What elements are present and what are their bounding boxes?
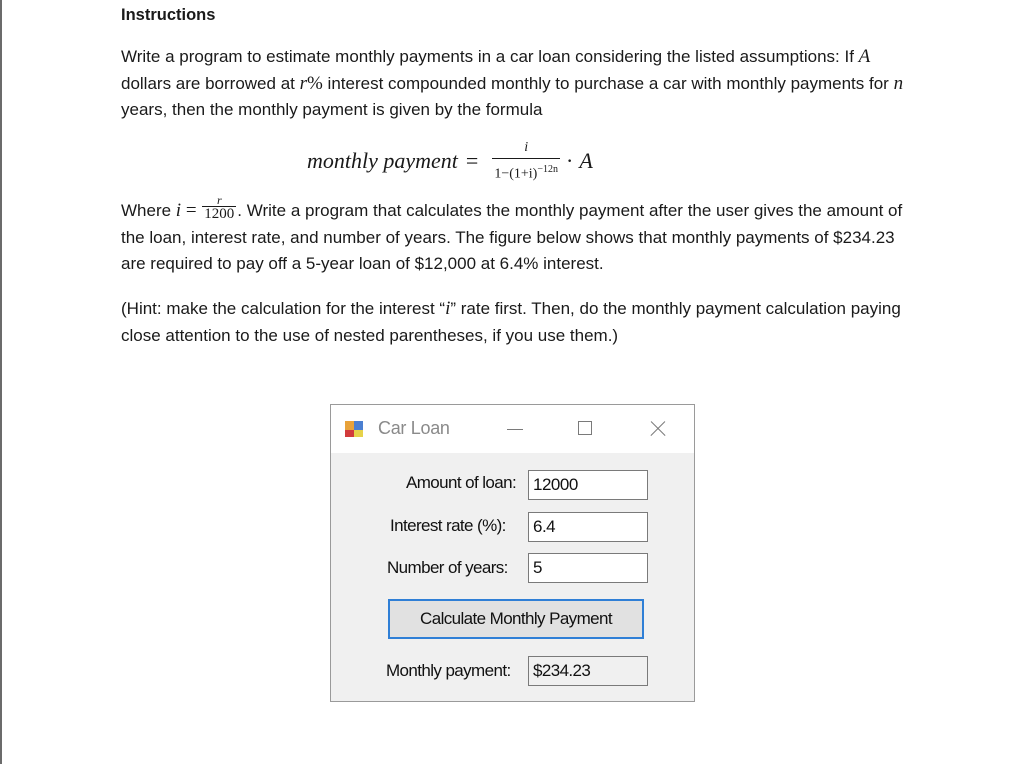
- years-label: Number of years:: [387, 558, 508, 577]
- var-A: A: [858, 46, 871, 67]
- formula-rhs: A: [579, 148, 593, 173]
- amount-label: Amount of loan:: [406, 473, 517, 492]
- var-n: n: [893, 72, 904, 94]
- formula-exponent: −12n: [537, 163, 558, 175]
- amount-input[interactable]: 12000: [528, 470, 648, 500]
- years-input[interactable]: 5: [528, 553, 648, 583]
- rate-input[interactable]: 6.4: [528, 512, 648, 542]
- intro-text-2: dollars are borrowed at: [121, 73, 300, 93]
- maximize-icon[interactable]: [571, 415, 601, 443]
- hint-text-1: (Hint: make the calculation for the interest “: [121, 299, 446, 318]
- page-left-border: [0, 0, 2, 764]
- calculate-button[interactable]: Calculate Monthly Payment: [388, 599, 644, 639]
- where-equals: =: [181, 200, 202, 221]
- intro-text-4: years, then the monthly payment is given by the formula: [121, 100, 543, 119]
- hint-text-2: ” rate first. Then, do the monthly payment calculation paying close attention to the use of nested parentheses, if you use them.): [121, 299, 901, 345]
- intro-text-1: Write a program to estimate monthly payments in a car loan considering the listed assumptions: If: [121, 47, 859, 66]
- instructions-heading: Instructions: [121, 6, 216, 24]
- hint-var-i: i: [445, 298, 451, 319]
- window-titlebar[interactable]: [331, 405, 694, 453]
- formula-denominator-base: 1−(1+i): [494, 166, 538, 182]
- formula-fraction: [492, 140, 560, 183]
- rate-fraction-numerator: r: [216, 192, 222, 207]
- var-i: i: [175, 200, 182, 221]
- minimize-icon[interactable]: [501, 415, 531, 443]
- var-r: r: [299, 72, 307, 94]
- hint-paragraph: [121, 296, 911, 349]
- formula-dot: ·: [565, 148, 574, 173]
- window-title: Car Loan: [378, 418, 450, 438]
- payment-formula: [307, 136, 593, 186]
- description-text: . Write a program that calculates the monthly payment after the user gives the amount of the loan, interest rate, and number of years. The figure below shows that monthly payments of $234.23 are required to pay off a 5-year loan of $12,000 at 6.4% interest.: [121, 201, 903, 273]
- result-label: Monthly payment:: [386, 661, 511, 680]
- rate-fraction: [202, 194, 236, 222]
- where-text: Where: [121, 201, 176, 220]
- close-icon[interactable]: [643, 415, 673, 443]
- rate-label: Interest rate (%):: [390, 516, 506, 535]
- formula-lhs: monthly payment: [307, 148, 458, 173]
- description-paragraph: [121, 192, 911, 278]
- rate-fraction-denominator: 1200: [204, 205, 235, 222]
- formula-numerator: i: [524, 139, 529, 155]
- intro-text-3: interest compounded monthly to purchase a car with monthly payments for: [322, 73, 894, 93]
- formula-equals: =: [465, 148, 479, 173]
- formula-denominator: [492, 158, 560, 183]
- intro-paragraph: [121, 44, 911, 124]
- car-loan-window: [330, 404, 695, 702]
- percent-sign: %: [307, 72, 323, 94]
- windows-form-icon: [345, 421, 363, 437]
- result-output: $234.23: [528, 656, 648, 686]
